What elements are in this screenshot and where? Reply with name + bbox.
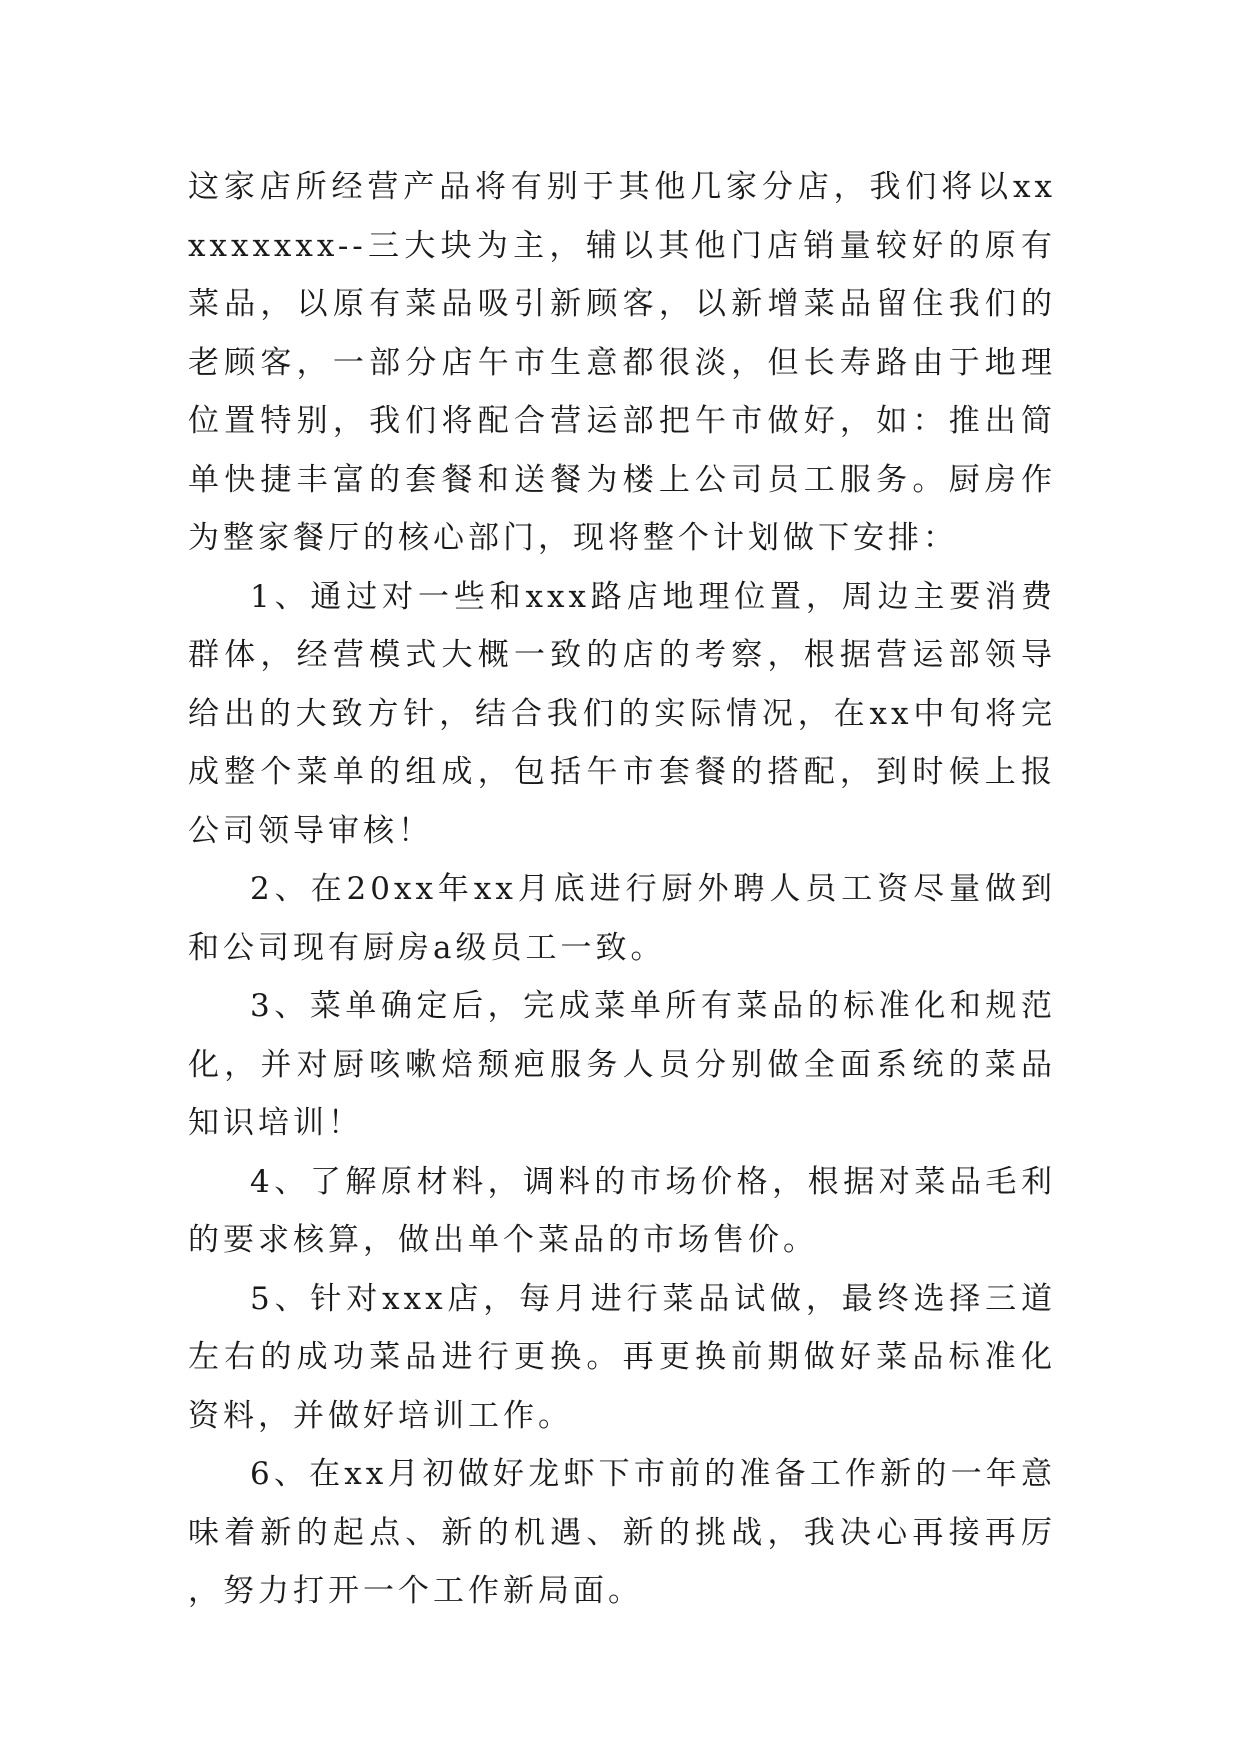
paragraph-item-4: 4、了解原材料，调料的市场价格，根据对菜品毛利的要求核算，做出单个菜品的市场售价。 xyxy=(188,1163,1056,1258)
document-body xyxy=(188,158,1056,1621)
paragraph-item-3: 3、菜单确定后，完成菜单所有菜品的标准化和规范化，并对厨咳嗽焙颓疤服务人员分别做全面系统的菜品知识培训！ xyxy=(188,988,1056,1141)
paragraph-item-1: 1、通过对一些和xxx路店地理位置，周边主要消费群体，经营模式大概一致的店的考察，根据营运部领导给出的大致方针，结合我们的实际情况，在xx中旬将完成整个菜单的组成，包括午市套餐的搭配，到时候上报公司领导审核！ xyxy=(188,578,1056,849)
paragraph-item-5: 5、针对xxx店，每月进行菜品试做，最终选择三道左右的成功菜品进行更换。再更换前期做好菜品标准化资料，并做好培训工作。 xyxy=(188,1280,1056,1434)
paragraph-intro: 这家店所经营产品将有别于其他几家分店，我们将以xxxxxxxxx--三大块为主，辅以其他门店销量较好的原有菜品，以原有菜品吸引新顾客，以新增菜品留住我们的老顾客，一部分店午市生意都很淡，但长寿路由于地理位置特别，我们将配合营运部把午市做好，如：推出简单快捷丰富的套餐和送餐为楼上公司员工服务。厨房作为整家餐厅的核心部门，现将整个计划做下安排： xyxy=(188,169,1056,556)
paragraph-item-6: 6、在xx月初做好龙虾下市前的准备工作新的一年意味着新的起点、新的机遇、新的挑战，我决心再接再厉，努力打开一个工作新局面。 xyxy=(188,1456,1056,1609)
paragraph-item-2: 2、在20xx年xx月底进行厨外聘人员工资尽量做到和公司现有厨房a级员工一致。 xyxy=(188,871,1056,966)
